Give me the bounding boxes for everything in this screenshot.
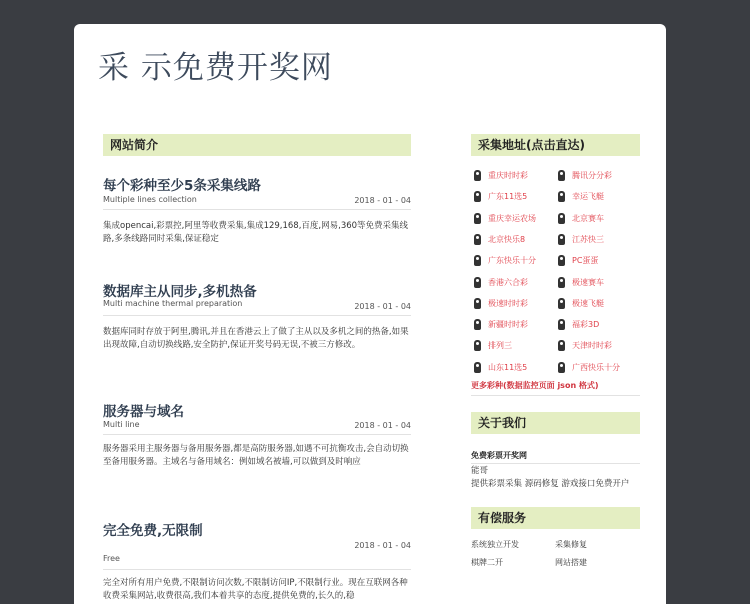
collect-link[interactable]	[471, 340, 512, 352]
collect-link-label: PC蛋蛋	[572, 256, 599, 266]
collect-link-label: 北京快乐8	[488, 234, 526, 244]
collect-link[interactable]	[471, 255, 536, 267]
divider	[103, 569, 411, 570]
collect-link[interactable]	[471, 362, 527, 374]
article-body: 集成opencai,彩票控,阿里等收费采集,集成129,168,百度,网易,360等免费采集线路,多条线路同时采集,保证稳定	[103, 221, 409, 244]
article-title[interactable]: 数据库主从同步,多机热备	[103, 284, 257, 300]
collect-link-label: 幸运飞艇	[572, 192, 604, 202]
divider	[103, 209, 411, 210]
collect-link-label: 重庆幸运农场	[488, 213, 536, 223]
service-item[interactable]: 棋牌二开	[471, 558, 503, 567]
about-line: 提供彩票采集 源码修复 游戏接口免费开户	[471, 479, 630, 489]
collect-link[interactable]	[471, 234, 525, 246]
lock-icon	[474, 191, 481, 202]
collect-link[interactable]	[471, 213, 536, 225]
article-date: 2018 - 01 - 04	[354, 541, 411, 550]
collect-link[interactable]	[555, 319, 599, 331]
collect-link-label: 香港六合彩	[488, 277, 528, 287]
collect-link-label: 极速时时彩	[488, 298, 528, 308]
collect-link-label: 排列三	[488, 341, 512, 351]
divider	[103, 315, 411, 316]
article-title[interactable]: 完全免费,无限制	[103, 523, 203, 539]
intro-heading: 网站简介	[103, 134, 411, 156]
collect-link-label: 重庆时时彩	[488, 171, 528, 180]
article-body: 数据库同时存放于阿里,腾讯,并且在香港云上了做了主从以及多机之间的热备,如果出现故障,自动切换线路,安全防护,保证开奖号码无误,不被三方修改。	[103, 327, 409, 350]
lock-icon	[474, 362, 481, 373]
lock-icon	[474, 319, 481, 330]
article-title[interactable]: 服务器与域名	[103, 404, 184, 420]
article	[103, 519, 411, 604]
collect-link-label: 极速赛车	[572, 277, 604, 287]
lock-icon	[558, 234, 565, 245]
article-subtitle: Multi line	[103, 420, 140, 429]
service-item[interactable]: 采集修复	[555, 540, 587, 549]
article-body: 完全对所有用户免费,不限制访问次数,不限制访问IP,不限制行业。现在互联网各种收费采集网站,收费很高,我们本着共享的态度,提供免费的,长久的,稳	[103, 578, 408, 601]
article-subtitle: Free	[103, 554, 120, 563]
collect-link-label: 广东快乐十分	[488, 256, 536, 266]
lock-icon	[558, 170, 565, 181]
divider	[471, 463, 640, 464]
lock-icon	[558, 213, 565, 224]
article-body: 服务器采用主服务器与备用服务器,都是高防服务器,如遇不可抗衡攻击,会自动切换至备用服务器。主域名与备用域名：例如域名被墙,可以做到及时响应	[103, 444, 409, 467]
collect-link[interactable]	[555, 277, 604, 289]
collect-link[interactable]	[555, 234, 604, 246]
sidebar	[471, 134, 640, 579]
collect-link[interactable]	[471, 277, 528, 289]
collect-link[interactable]	[555, 298, 604, 310]
intro-column	[103, 134, 411, 601]
lock-icon	[558, 277, 565, 288]
article-subtitle: Multiple lines collection	[103, 195, 197, 204]
divider	[471, 395, 640, 396]
paid-heading: 有偿服务	[471, 507, 640, 529]
article-date: 2018 - 01 - 04	[354, 196, 411, 205]
service-item[interactable]: 系统独立开发	[471, 540, 519, 549]
article-title[interactable]: 每个彩种至少5条采集线路	[103, 178, 261, 194]
article	[103, 400, 411, 490]
collect-link-label: 广东11选5	[488, 192, 528, 202]
collect-heading: 采集地址(点击直达)	[471, 134, 640, 156]
collect-link-label: 新疆时时彩	[488, 320, 528, 330]
article-subtitle: Multi machine thermal preparation	[103, 299, 243, 308]
lock-icon	[474, 340, 481, 351]
collect-links	[471, 156, 640, 382]
lock-icon	[474, 213, 481, 224]
collect-link-label: 天津时时彩	[572, 341, 612, 351]
about-title: 免费彩票开奖网	[471, 451, 527, 460]
lock-icon	[558, 340, 565, 351]
collect-link[interactable]	[555, 191, 604, 203]
lock-icon	[558, 191, 565, 202]
article	[103, 280, 411, 370]
collect-link-label: 北京赛车	[572, 213, 604, 223]
article	[103, 174, 411, 254]
collect-link-label: 腾讯分分彩	[572, 171, 612, 180]
collect-link-label: 福彩3D	[572, 320, 600, 330]
collect-link[interactable]	[555, 340, 612, 352]
lock-icon	[558, 319, 565, 330]
collect-link[interactable]	[555, 255, 598, 267]
collect-link[interactable]	[555, 170, 612, 182]
collect-link-label: 江苏快三	[572, 234, 604, 244]
lock-icon	[474, 170, 481, 181]
lock-icon	[474, 234, 481, 245]
article-date: 2018 - 01 - 04	[354, 421, 411, 430]
collect-link-label: 广西快乐十分	[572, 362, 620, 372]
lock-icon	[474, 277, 481, 288]
lock-icon	[558, 298, 565, 309]
collect-link[interactable]	[471, 319, 528, 331]
collect-link[interactable]	[555, 213, 604, 225]
lock-icon	[474, 255, 481, 266]
site-logo[interactable]: 采 示免费开奖网	[98, 50, 333, 86]
main-card	[74, 24, 666, 604]
article-date: 2018 - 01 - 04	[354, 302, 411, 311]
more-link[interactable]: 更多彩种(数据监控页面 json 格式)	[471, 381, 599, 390]
about-heading: 关于我们	[471, 412, 640, 434]
collect-link[interactable]	[471, 298, 528, 310]
collect-link[interactable]	[471, 170, 528, 182]
paid-services	[471, 539, 640, 579]
collect-link-label: 极速飞艇	[572, 298, 604, 308]
collect-link-label: 山东11选5	[488, 362, 528, 372]
lock-icon	[558, 362, 565, 373]
collect-link[interactable]	[555, 362, 620, 374]
service-item[interactable]: 网站搭建	[555, 558, 587, 567]
divider	[103, 434, 411, 435]
lock-icon	[474, 298, 481, 309]
lock-icon	[558, 255, 565, 266]
about-line: 能哥	[471, 466, 489, 476]
collect-link[interactable]	[471, 191, 527, 203]
